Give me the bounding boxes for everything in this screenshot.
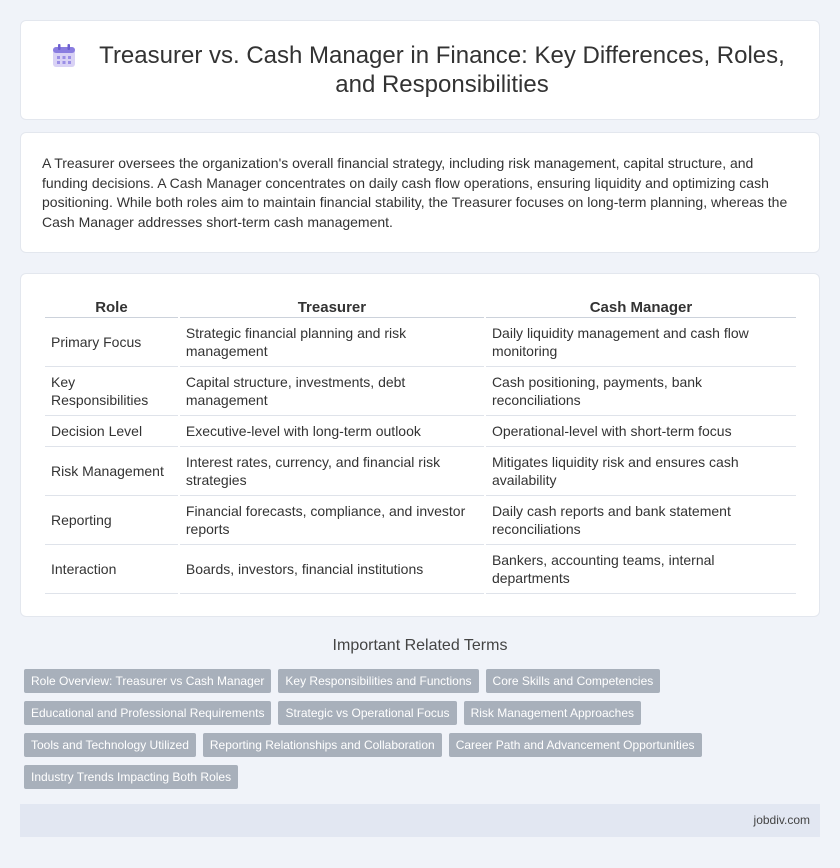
page-title: Treasurer vs. Cash Manager in Finance: Key Differences, Roles, and Responsibilities xyxy=(99,42,785,98)
table-row xyxy=(45,416,796,447)
row-label: Reporting xyxy=(45,496,178,545)
cash-manager-cell: Operational-level with short-term focus xyxy=(486,416,796,447)
treasurer-cell: Boards, investors, financial institutions xyxy=(180,545,484,594)
header-card xyxy=(20,20,820,120)
related-term-tag[interactable]: Risk Management Approaches xyxy=(464,701,641,725)
header-cash-manager: Cash Manager xyxy=(486,292,796,318)
related-term-tag[interactable]: Core Skills and Competencies xyxy=(486,669,661,693)
table-row xyxy=(45,367,796,416)
row-label: Interaction xyxy=(45,545,178,594)
table-row xyxy=(45,545,796,594)
related-terms-list xyxy=(24,669,724,789)
treasurer-cell: Interest rates, currency, and financial risk strategies xyxy=(180,447,484,496)
treasurer-cell: Financial forecasts, compliance, and investor reports xyxy=(180,496,484,545)
row-label: Decision Level xyxy=(45,416,178,447)
table-row xyxy=(45,447,796,496)
related-term-tag[interactable]: Strategic vs Operational Focus xyxy=(278,701,456,725)
cash-manager-cell: Mitigates liquidity risk and ensures cash availability xyxy=(486,447,796,496)
related-term-tag[interactable]: Reporting Relationships and Collaboration xyxy=(203,733,442,757)
cash-manager-cell: Bankers, accounting teams, internal departments xyxy=(486,545,796,594)
comparison-table xyxy=(43,292,798,594)
table-header-row xyxy=(45,292,796,318)
related-term-tag[interactable]: Role Overview: Treasurer vs Cash Manager xyxy=(24,669,271,693)
related-terms-title: Important Related Terms xyxy=(332,637,508,654)
header-treasurer: Treasurer xyxy=(180,292,484,318)
cash-manager-cell: Daily cash reports and bank statement reconciliations xyxy=(486,496,796,545)
calendar-icon xyxy=(51,43,77,69)
comparison-table-card xyxy=(20,273,820,617)
header-role: Role xyxy=(45,292,178,318)
cash-manager-cell: Cash positioning, payments, bank reconciliations xyxy=(486,367,796,416)
related-term-tag[interactable]: Tools and Technology Utilized xyxy=(24,733,196,757)
row-label: Risk Management xyxy=(45,447,178,496)
table-row xyxy=(45,496,796,545)
footer-site-link[interactable]: jobdiv.com xyxy=(753,813,810,827)
intro-paragraph: A Treasurer oversees the organization's overall financial strategy, including risk management, capital structure, and funding decisions. A Cash Manager concentrates on daily cash flow operations, ensuring liquidity and optimizing cash positioning. While both roles aim to maintain financial stability, the Treasurer focuses on long-term planning, whereas the Cash Manager addresses short-term cash management. xyxy=(42,155,788,230)
related-term-tag[interactable]: Industry Trends Impacting Both Roles xyxy=(24,765,238,789)
table-row xyxy=(45,318,796,367)
cash-manager-cell: Daily liquidity management and cash flow monitoring xyxy=(486,318,796,367)
row-label: Key Responsibilities xyxy=(45,367,178,416)
related-term-tag[interactable]: Educational and Professional Requirements xyxy=(24,701,271,725)
related-term-tag[interactable]: Key Responsibilities and Functions xyxy=(278,669,478,693)
intro-card xyxy=(20,132,820,253)
treasurer-cell: Capital structure, investments, debt management xyxy=(180,367,484,416)
footer xyxy=(20,804,820,837)
related-term-tag[interactable]: Career Path and Advancement Opportunities xyxy=(449,733,702,757)
treasurer-cell: Executive-level with long-term outlook xyxy=(180,416,484,447)
row-label: Primary Focus xyxy=(45,318,178,367)
treasurer-cell: Strategic financial planning and risk management xyxy=(180,318,484,367)
